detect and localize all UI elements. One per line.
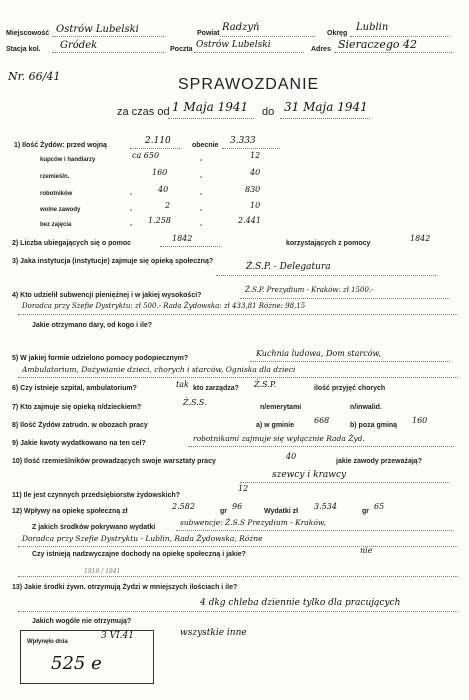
stamp-date: 3 VI.41	[101, 631, 134, 641]
q1-row-label: rzemieśln.	[40, 174, 70, 180]
q4-label: 4) Kto udzielił subwencji pieniężnej i w jakiej wysokości?	[12, 292, 202, 299]
q4-answer-line1: Ż.S.P. Prezydium - Kraków: zł 1500.-	[245, 286, 374, 294]
q1-row-now: 830	[245, 185, 261, 194]
poczta-label: Poczta	[170, 46, 193, 53]
q5-answer-line2: Ambulatorium, Dożywianie dzieci, chorych i starców, Ogniska dla dzieci	[22, 365, 296, 374]
miejscowosc-value: Ostrów Lubelski	[56, 24, 139, 35]
q1-now-label: obecnie	[192, 142, 219, 149]
q10-label2: jakie zawody przeważają?	[336, 458, 422, 465]
q1-row-label: wolne zawody	[40, 207, 81, 213]
q4-answer-line2: Doradca przy Szefie Dystryktu: zł 500.- Rada Żydowska: zł 433,81 Różne: 98,15	[22, 302, 306, 310]
q1-row-before: 2	[165, 201, 171, 210]
document-number: Nr. 66/41	[8, 70, 61, 83]
stacja-label: Stacja kol.	[6, 46, 41, 53]
q10-answer: szewcy i krawcy	[272, 470, 347, 480]
q7-label: 7) Kto zajmuje się opieką n/dzieckiem?	[12, 404, 142, 411]
q1-row-before: 40	[158, 185, 169, 194]
q9-label: 9) Jakie kwoty wydatkowano na ten cel?	[12, 440, 146, 447]
q8-label3: b) poza gminą	[350, 422, 398, 429]
q7-label2: n/emerytami	[260, 404, 302, 411]
q12-gr-label: gr	[220, 508, 227, 515]
q12-gr-label2: gr	[362, 508, 369, 515]
period-to: 31 Maja 1941	[284, 100, 368, 114]
q2-value2: 1842	[410, 234, 431, 243]
q11-value: 12	[238, 484, 249, 493]
q1-label: 1) Ilość Żydów: przed wojną	[14, 142, 107, 149]
adres-label: Adres	[311, 46, 331, 53]
q12-label2: Wydatki zł	[264, 508, 299, 515]
stamp-received-label: Wpłynęło dnia	[27, 639, 68, 645]
miejscowosc-label: Miejscowość	[6, 30, 50, 37]
q12-gr-value: 96	[232, 502, 243, 511]
q6-answer: tak	[176, 380, 189, 389]
period-prefix: za czas od	[117, 106, 170, 118]
q8-value3: 160	[412, 416, 428, 425]
q1-row-before: 1.258	[148, 216, 171, 225]
q1-row-before: ca 650	[132, 151, 160, 160]
q1-row-now: 40	[250, 168, 261, 177]
q12-answer3-line1: subwencje: Ż.S.S Prezydium - Kraków,	[180, 518, 326, 527]
q6-label: 6) Czy istnieje szpital, ambulatorium?	[12, 385, 137, 392]
report-page: Miejscowość Ostrów Lubelski Powiat Radzyń Okręg Lublin Stacja kol. Gródek Poczta Ostrów Lubelski Adres Sieraczego 42 Nr. 66/41 SPRAWOZDANIE za czas od 1 Maja 1941 do 31 Maja 1941 1) Ilość Żydów: przed wojną 2.110 obecnie 3.333 kupców i handlarzy ca 650 - 12 rzemieśln. 160 - 40 robotników - 40 - 830 wolne zawody - 2 - 10 bez zajęcia - 1.258 - 2.441 2) Liczba ubiegających się o pomoc 1842 korzystających z pomocy 1842 3) Jaka instytucja (instytucje) zajmuje się opieką społeczną? Ż.S.P. - Delegatura 4) Kto udzielił subwencji pieniężnej i w jakiej wysokości? Ż.S.P. Prezydium - Kraków: zł 1500.- Doradca przy Szefie Dystryktu: zł 500.- Rada Żydowska: zł 433,81 Różne: 98,15 Jakie otrzymano dary, od kogo i ile? 5) W jakiej formie udzielono pomocy podopiecznym? Kuchnia ludowa, Dom starców, Ambulatorium, Dożywianie dzieci, chorych i starców, Ogniska dla dzieci 6) Czy istnieje szpital, ambulatorium? tak kto zarządza? Ż.S.P. ilość przyjęć chorych 7) Kto zajmuje się opieką n/dzieckiem? Ż.S.S. n/emerytami n/inwalid. 8) Ilość Żydów zatrudn. w obozach pracy a) w gminie 668 b) poza gminą 160 9) Jakie kwoty wydatkowano na ten cel? robotnikami zajmuje się wyłącznie Rada Żyd. 10) Ilość rzemieślników prowadzących swoje warsztaty pracy 40 jakie zawody przeważają? szewcy i krawcy 11) Ile jest czynnych przedsiębiorstw żydowskich? 12 12) Wpływy na opiekę społeczną zł 2.582 gr 96 Wydatki zł 3.534 gr 65 Z jakich środków pokrywano wydatki subwencje: Ż.S.S Prezydium - Kraków, Doradca przy Szefie Dystryktu - Lublin, Rada Żydowska, Różne Czy istnieją nadzwyczajne dochody na opiekę społeczną i jakie? nie 1918 / 1941 13) Jakie środki żywn. otrzymują Żydzi w mniejszych ilościach i ile? 4 dkg chleba dziennie tylko dla pracujących Jakich wogóle nie otrzymują? wszystkie inne Wpłynęło dnia 3 VI.41 525 e	[0, 0, 469, 700]
q13-label2: Jakich wogóle nie otrzymują?	[32, 618, 132, 625]
q5-answer-line1: Kuchnia ludowa, Dom starców,	[256, 349, 381, 358]
q1-row-label: robotników	[40, 191, 73, 197]
q12-answer4: nie	[360, 546, 373, 555]
receipt-stamp	[20, 630, 154, 684]
q3-answer: Ż.S.P. - Delegatura	[246, 262, 331, 272]
q1-row-now: 10	[250, 201, 261, 210]
okreg-value: Lublin	[356, 22, 389, 33]
q12-answer3-line2: Doradca przy Szefie Dystryktu - Lublin, Rada Żydowska, Różne	[22, 534, 263, 543]
q12-label4: Czy istnieją nadzwyczajne dochody na opiekę społeczną i jakie?	[32, 551, 246, 558]
q2-label2: korzystających z pomocy	[286, 240, 371, 247]
q9-answer: robotnikami zajmuje się wyłącznie Rada Żyd.	[193, 434, 365, 443]
q1-row-now: 2.441	[238, 216, 261, 225]
margin-note: 1918 / 1941	[84, 568, 121, 575]
powiat-label: Powiat	[197, 30, 220, 37]
q2-label: 2) Liczba ubiegających się o pomoc	[12, 240, 132, 247]
powiat-value: Radzyń	[222, 22, 260, 33]
poczta-value: Ostrów Lubelski	[196, 40, 271, 50]
q6-label2: kto zarządza?	[193, 385, 239, 392]
q12-value2: 3.534	[314, 502, 337, 511]
q12-value: 2.582	[172, 502, 195, 511]
period-mid: do	[262, 106, 275, 118]
q8-label: 8) Ilość Żydów zatrudn. w obozach pracy	[12, 422, 148, 429]
q12-gr-value2: 65	[374, 502, 385, 511]
stamp-number: 525 e	[51, 653, 102, 674]
q13-label: 13) Jakie środki żywn. otrzymują Żydzi w mniejszych ilościach i ile?	[12, 584, 238, 591]
q1-now-value: 3.333	[230, 136, 256, 146]
q2-value: 1842	[172, 234, 193, 243]
q1-row-before: 160	[152, 168, 168, 177]
q4-label2: Jakie otrzymano dary, od kogo i ile?	[32, 322, 153, 329]
q6-answer2: Ż.S.P.	[254, 380, 277, 389]
q5-label: 5) W jakiej formie udzielono pomocy podopiecznym?	[12, 355, 189, 362]
q10-value: 40	[286, 452, 297, 461]
q13-answer: 4 dkg chleba dziennie tylko dla pracujących	[200, 598, 401, 608]
stacja-value: Gródek	[60, 40, 98, 51]
q12-label: 12) Wpływy na opiekę społeczną zł	[12, 508, 128, 515]
q10-label: 10) Ilość rzemieślników prowadzących swoje warsztaty pracy	[12, 458, 216, 465]
q7-answer: Ż.S.S.	[183, 398, 207, 407]
page-title: SPRAWOZDANIE	[178, 76, 320, 93]
q8-label2: a) w gminie	[256, 422, 295, 429]
q7-label3: n/inwalid.	[350, 404, 382, 411]
q1-before-value: 2.110	[145, 136, 171, 146]
period-from: 1 Maja 1941	[172, 100, 249, 114]
q8-value2: 668	[314, 416, 330, 425]
q1-row-label: kupców i handlarzy	[40, 157, 96, 163]
q1-row-label: bez zajęcia	[40, 222, 72, 228]
q13-answer2: wszystkie inne	[180, 628, 247, 638]
q6-label3: ilość przyjęć chorych	[314, 385, 386, 392]
q11-label: 11) Ile jest czynnych przedsiębiorstw żydowskich?	[12, 492, 181, 499]
q3-label: 3) Jaka instytucja (instytucje) zajmuje się opieką społeczną?	[12, 258, 214, 265]
q1-row-now: 12	[250, 151, 261, 160]
okreg-label: Okręg	[327, 30, 348, 37]
adres-value: Sieraczego 42	[338, 38, 418, 51]
q12-label3: Z jakich środków pokrywano wydatki	[32, 524, 156, 531]
